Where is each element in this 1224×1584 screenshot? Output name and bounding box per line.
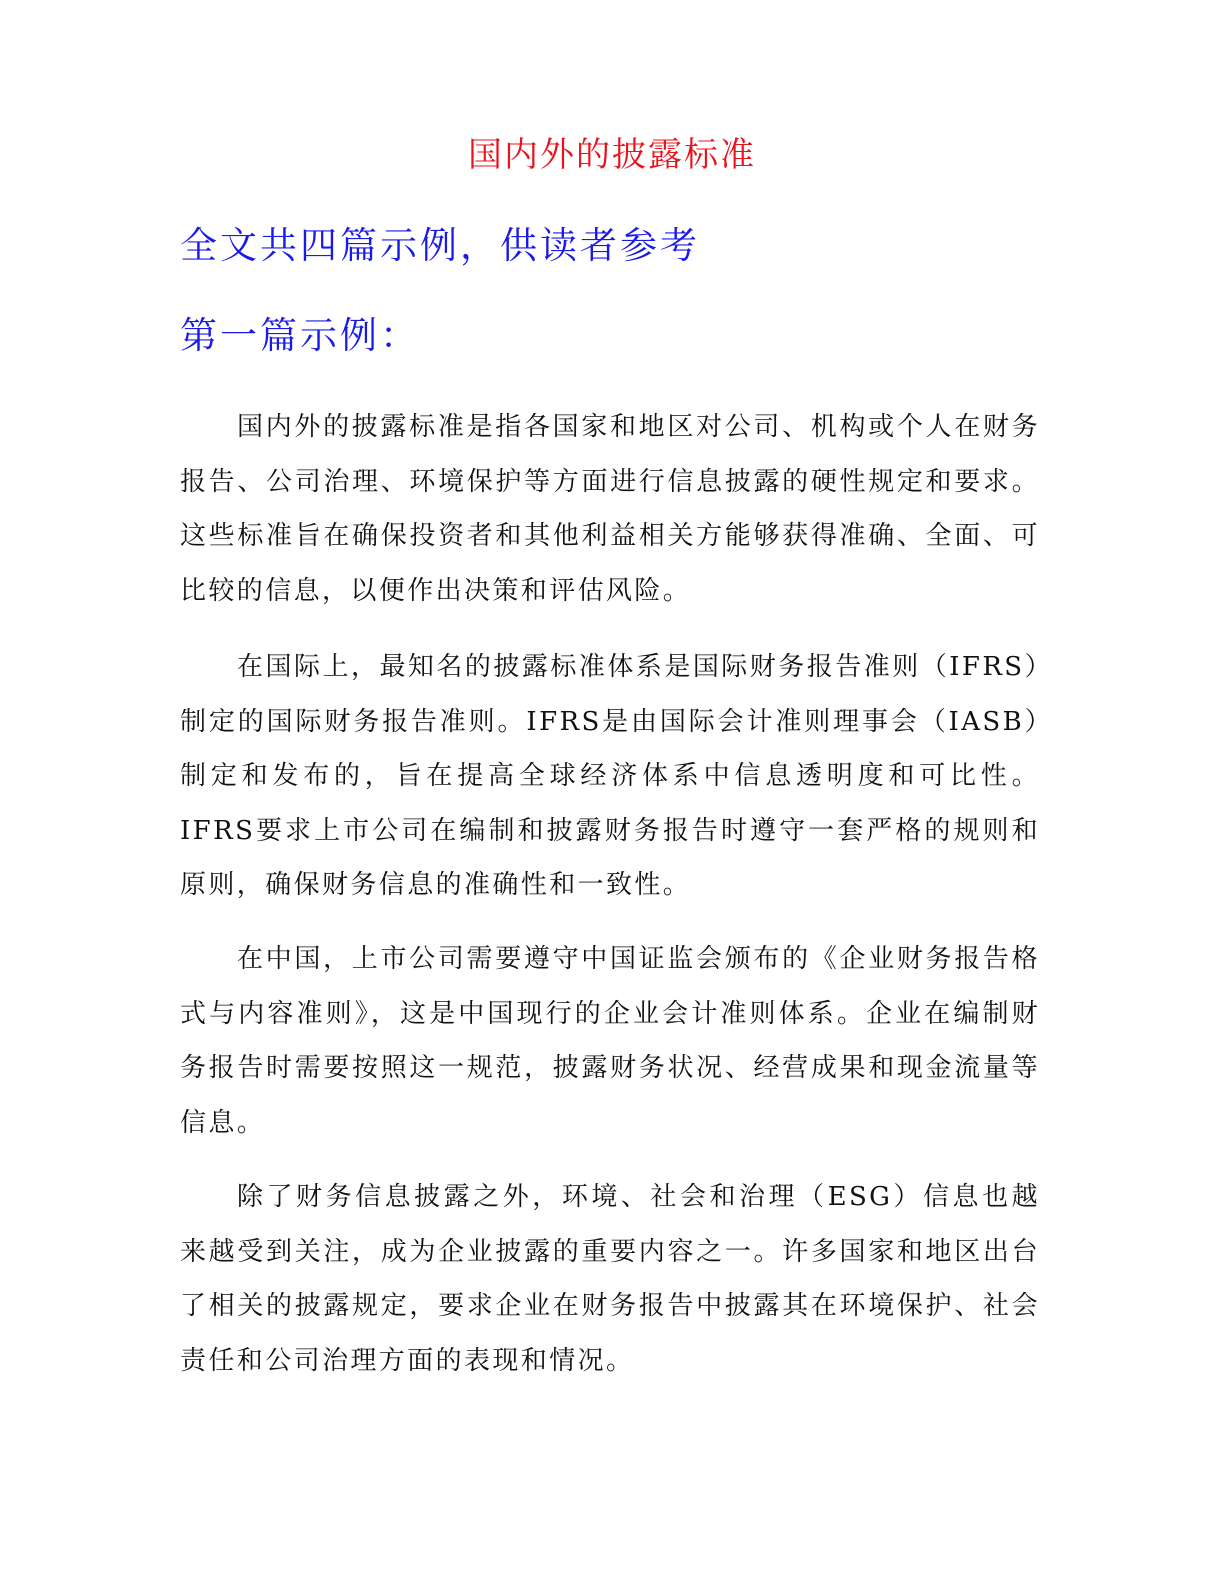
body-paragraph-2: 在国际上，最知名的披露标准体系是国际财务报告准则（IFRS）制定的国际财务报告准则。IFRS是由国际会计准则理事会（IASB）制定和发布的，旨在提高全球经济体系中信息透明度和可比性。IFRS要求上市公司在编制和披露财务报告时遵守一套严格的规则和原则，确保财务信息的准确性和一致性。 bbox=[180, 652, 1040, 900]
body-paragraph-4: 除了财务信息披露之外，环境、社会和治理（ESG）信息也越来越受到关注，成为企业披露的重要内容之一。许多国家和地区出台了相关的披露规定，要求企业在财务报告中披露其在环境保护、社会责任和公司治理方面的表现和情况。 bbox=[180, 1182, 1040, 1376]
document-subtitle: 全文共四篇示例，供读者参考 bbox=[180, 224, 700, 267]
body-paragraph-1: 国内外的披露标准是指各国家和地区对公司、机构或个人在财务报告、公司治理、环境保护等方面进行信息披露的硬性规定和要求。这些标准旨在确保投资者和其他利益相关方能够获得准确、全面、可比较的信息，以便作出决策和评估风险。 bbox=[180, 412, 1040, 606]
document-title: 国内外的披露标准 bbox=[468, 135, 756, 175]
body-paragraph-3: 在中国，上市公司需要遵守中国证监会颁布的《企业财务报告格式与内容准则》，这是中国现行的企业会计准则体系。企业在编制财务报告时需要按照这一规范，披露财务状况、经营成果和现金流量等信息。 bbox=[180, 944, 1040, 1138]
section-heading: 第一篇示例： bbox=[180, 314, 420, 357]
